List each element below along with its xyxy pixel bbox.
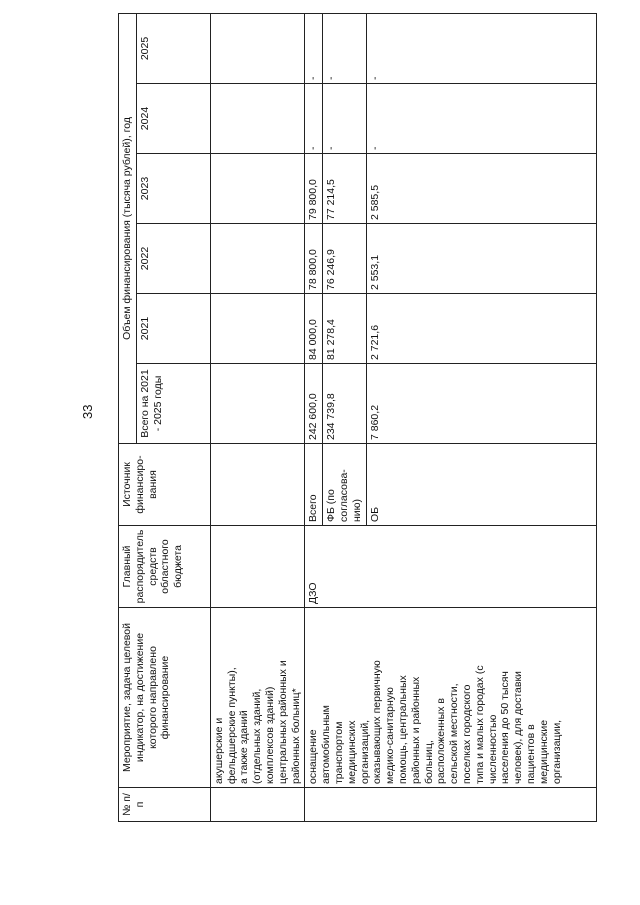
source-cell: ФБ (по согласова-нию) bbox=[323, 444, 366, 526]
header-year-2025: 2025 bbox=[136, 13, 210, 83]
header-year-2021: 2021 bbox=[136, 294, 210, 364]
measure-text: оснащение автомобильным транспортом медицинских организаций, оказывающих первичную медико-санитарную помощь, центральных районных и районных больниц, расположенных в сельской местности, поселках городского типа и малых городах (с численностью населения до 50 тысяч человек), для доставки пациентов в медицинские организации, bbox=[305, 608, 596, 788]
year-2025-cell: - bbox=[323, 13, 366, 83]
year-2021-cell: 84 000,0 bbox=[305, 294, 323, 364]
table-row bbox=[305, 13, 323, 821]
cell-empty bbox=[210, 154, 305, 224]
year-2021-cell: 81 278,4 bbox=[323, 294, 366, 364]
distributor-cell: ДЗО bbox=[305, 526, 596, 608]
year-2023-cell: 77 214,5 bbox=[323, 154, 366, 224]
financing-table bbox=[118, 13, 597, 822]
financing-table-sheet bbox=[118, 14, 608, 822]
header-measure: Мероприятие, задача целевой индикатор, на достижение которого направлено финансирование bbox=[119, 608, 211, 788]
header-year-2024: 2024 bbox=[136, 84, 210, 154]
header-total: Всего на 2021 - 2025 годы bbox=[136, 364, 210, 444]
year-2024-cell: - bbox=[323, 84, 366, 154]
total-cell: 7 860,2 bbox=[366, 364, 596, 444]
year-2025-cell: - bbox=[366, 13, 596, 83]
header-volume: Объем финансирования (тысяча рублей), год bbox=[119, 13, 137, 443]
year-2025-cell: - bbox=[305, 13, 323, 83]
total-cell: 234 739,8 bbox=[323, 364, 366, 444]
cell-empty bbox=[210, 294, 305, 364]
source-cell: ОБ bbox=[366, 444, 596, 526]
year-2024-cell: - bbox=[366, 84, 596, 154]
cell-empty bbox=[210, 224, 305, 294]
header-no: № п/п bbox=[119, 788, 211, 822]
cell-no-empty bbox=[210, 788, 305, 822]
year-2022-cell: 78 800,0 bbox=[305, 224, 323, 294]
cell-empty bbox=[210, 13, 305, 83]
header-distributor: Главный распорядитель средств областного бюджета bbox=[119, 526, 211, 608]
year-2022-cell: 2 553,1 bbox=[366, 224, 596, 294]
year-2023-cell: 79 800,0 bbox=[305, 154, 323, 224]
header-source: Источник финансиро-вания bbox=[119, 444, 211, 526]
cell-empty bbox=[210, 84, 305, 154]
continuation-measure-text: акушерские и фельдшерские пункты), а также зданий (отдельных зданий, комплексов зданий) центральных районных и районных больниц* bbox=[210, 608, 305, 788]
source-cell: Всего bbox=[305, 444, 323, 526]
cell-no-empty bbox=[305, 788, 596, 822]
cell-empty bbox=[210, 364, 305, 444]
year-2022-cell: 76 246,9 bbox=[323, 224, 366, 294]
year-2023-cell: 2 585,5 bbox=[366, 154, 596, 224]
page-number: 33 bbox=[80, 404, 95, 419]
year-2021-cell: 2 721,6 bbox=[366, 294, 596, 364]
total-cell: 242 600,0 bbox=[305, 364, 323, 444]
cell-empty bbox=[210, 526, 305, 608]
header-year-2022: 2022 bbox=[136, 224, 210, 294]
header-row-1 bbox=[119, 13, 137, 821]
header-year-2023: 2023 bbox=[136, 154, 210, 224]
cell-empty bbox=[210, 444, 305, 526]
year-2024-cell: - bbox=[305, 84, 323, 154]
continuation-row bbox=[210, 13, 305, 821]
